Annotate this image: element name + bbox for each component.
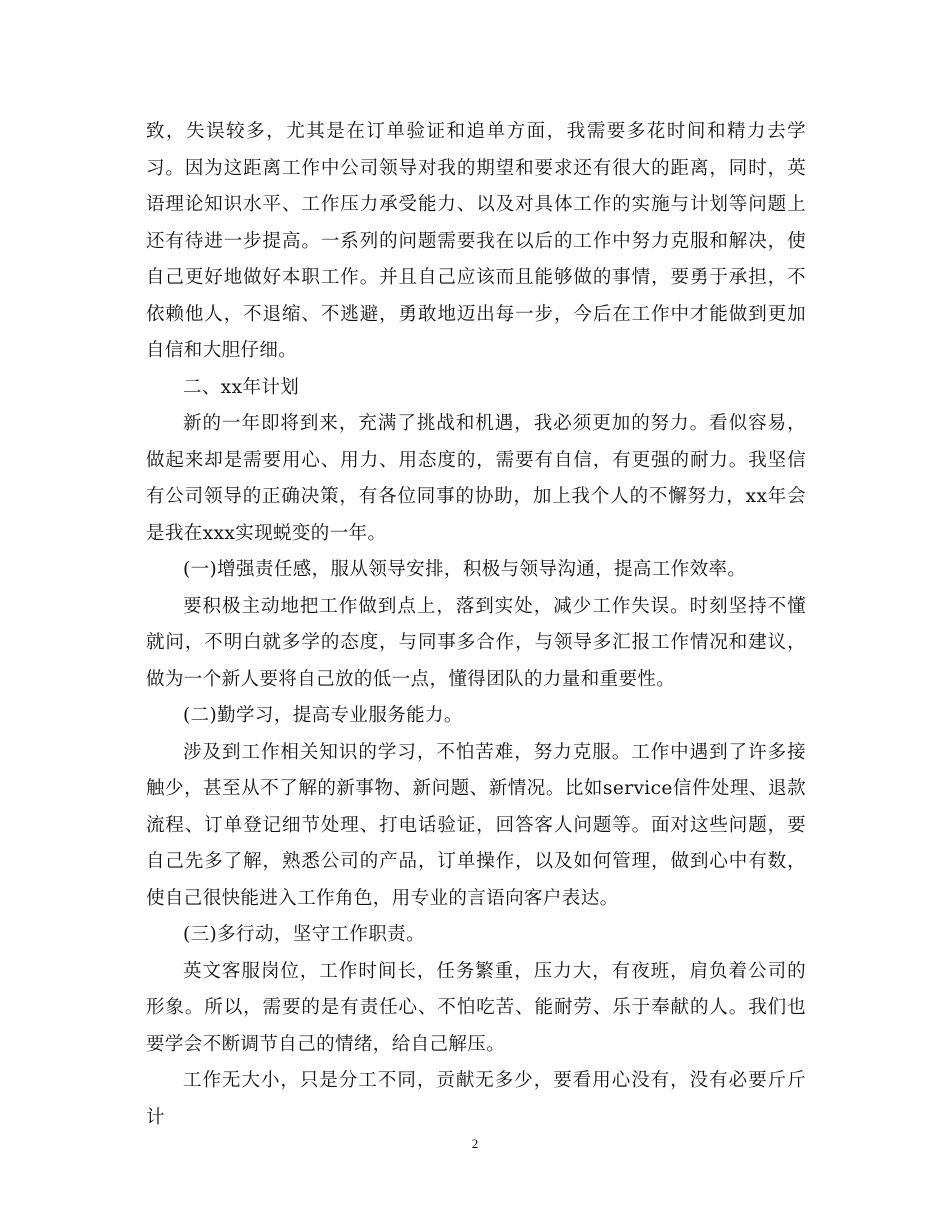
- section-heading-plan: 二、xx年计划: [183, 376, 300, 398]
- document-body: [146, 114, 806, 1136]
- paragraph-continuation: 致，失误较多，尤其是在订单验证和追单方面，我需要多花时间和精力去学习。因为这距离工作中公司领导对我的期望和要求还有很大的距离，同时，英语理论知识水平、工作压力承受能力、以及对具体工作的实施与计划等问题上还有待进一步提高。一系列的问题需要我在以后的工作中努力克服和解决，使自己更好地做好本职工作。并且自己应该而且能够做的事情，要勇于承担，不依赖他人，不退缩、不逃避，勇敢地迈出每一步，今后在工作中才能做到更加自信和大胆仔细。: [146, 121, 806, 361]
- page-number: 2: [471, 1136, 479, 1151]
- paragraph-action: 英文客服岗位，工作时间长，任务繁重，压力大，有夜班，肩负着公司的形象。所以，需要的是有责任心、不怕吃苦、能耐劳、乐于奉献的人。我们也要学会不断调节自己的情绪，给自己解压。: [146, 960, 806, 1055]
- subheading-action: (三)多行动，坚守工作职责。: [183, 924, 426, 945]
- paragraph-learning: 涉及到工作相关知识的学习，不怕苦难，努力克服。工作中遇到了许多接触少，甚至从不了解的新事物、新问题、新情况。比如service信件处理、退款流程、订单登记细节处理、打电话验证，回答客人问题等。面对这些问题，要自己先多了解，熟悉公司的产品，订单操作，以及如何管理，做到心中有数，使自己很快能进入工作角色，用专业的言语向客户表达。: [146, 741, 806, 909]
- paragraph-plan-intro: 新的一年即将到来，充满了挑战和机遇，我必须更加的努力。看似容易，做起来却是需要用心、用力、用态度的，需要有自信，有更强的耐力。我坚信有公司领导的正确决策，有各位同事的协助，加上我个人的不懈努力，xx年会是我在xxx实现蜕变的一年。: [146, 413, 806, 544]
- subheading-responsibility: (一)增强责任感，服从领导安排，积极与领导沟通，提高工作效率。: [183, 559, 747, 580]
- paragraph-closing: 工作无大小，只是分工不同，贡献无多少，要看用心没有，没有必要斤斤计: [146, 1070, 806, 1128]
- paragraph-responsibility: 要积极主动地把工作做到点上，落到实处，减少工作失误。时刻坚持不懂就问，不明白就多学的态度，与同事多合作，与领导多汇报工作情况和建议，做为一个新人要将自己放的低一点，懂得团队的力量和重要性。: [146, 595, 806, 690]
- subheading-learning: (二)勤学习，提高专业服务能力。: [183, 705, 463, 726]
